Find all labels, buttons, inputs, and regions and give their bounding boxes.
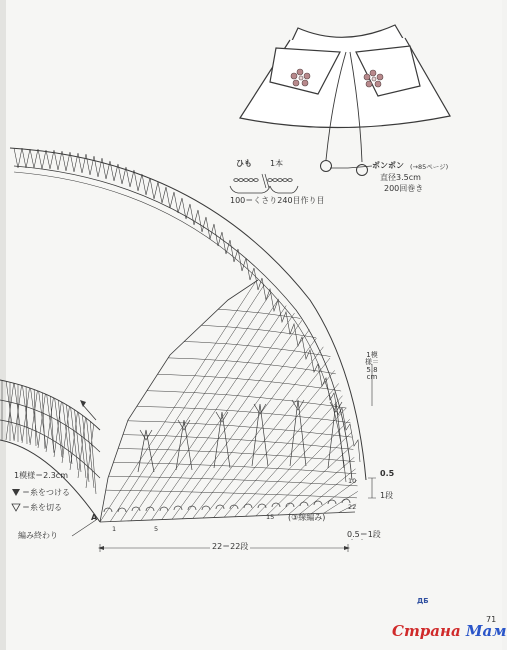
himo-label: ひも bbox=[236, 159, 252, 168]
cut-yarn-label: ＝糸を切る bbox=[22, 503, 62, 512]
capelet-illustration bbox=[240, 25, 450, 176]
one-row-right-bottom: 1段 bbox=[380, 491, 394, 500]
direction-arrowhead bbox=[80, 400, 86, 407]
one-row-right-top: 0.5 bbox=[380, 469, 395, 478]
row-count-label: 22＝22段 bbox=[212, 542, 249, 551]
himo-count: 1本 bbox=[270, 159, 284, 168]
pattern-unit-left: 1模様＝2.3cm bbox=[14, 471, 69, 480]
legend-symbols bbox=[12, 489, 20, 511]
point-a-label: A bbox=[91, 513, 98, 522]
chain-diagram bbox=[230, 174, 298, 193]
finish-leader bbox=[72, 520, 96, 536]
attach-yarn-label: ＝糸をつける bbox=[22, 488, 70, 497]
fan-mesh bbox=[100, 278, 360, 522]
direction-arrow bbox=[82, 404, 96, 420]
page-number: 71 bbox=[486, 615, 497, 624]
pompon-diameter: 直径3.5cm bbox=[380, 173, 421, 182]
one-row-bottom: 0.5＝1段 bbox=[347, 530, 381, 539]
row-num-5: 5 bbox=[154, 525, 159, 533]
ten-label: 10 bbox=[348, 477, 357, 485]
collar-arcs bbox=[0, 380, 100, 522]
pattern-unit-right: 1模様＝5.8cm bbox=[365, 351, 379, 382]
row-num-15: 15 bbox=[266, 513, 275, 521]
binding-shadow bbox=[0, 0, 6, 650]
watermark-word-1: Страна bbox=[392, 622, 461, 640]
row-num-22: 22 bbox=[348, 503, 357, 511]
finish-label: 編み終わり bbox=[18, 531, 58, 540]
chain-note: 100＝くさり240目作り目 bbox=[230, 196, 325, 205]
pompon-wraps: 200回巻き bbox=[384, 184, 424, 193]
row-num-1: 1 bbox=[112, 525, 117, 533]
pompon-ref: (→85ページ) bbox=[410, 163, 449, 171]
line-stitch-label: (③線編み) bbox=[288, 513, 326, 522]
pompon-label: ポンポン bbox=[372, 161, 404, 170]
attach-yarn-icon bbox=[12, 489, 20, 496]
stamp-mark: ДБ bbox=[417, 597, 429, 605]
watermark bbox=[392, 622, 507, 640]
fan-outline bbox=[100, 280, 355, 522]
watermark-word-2: Мам bbox=[465, 622, 507, 640]
cut-yarn-icon bbox=[12, 504, 20, 511]
pompon-leader bbox=[330, 166, 372, 168]
